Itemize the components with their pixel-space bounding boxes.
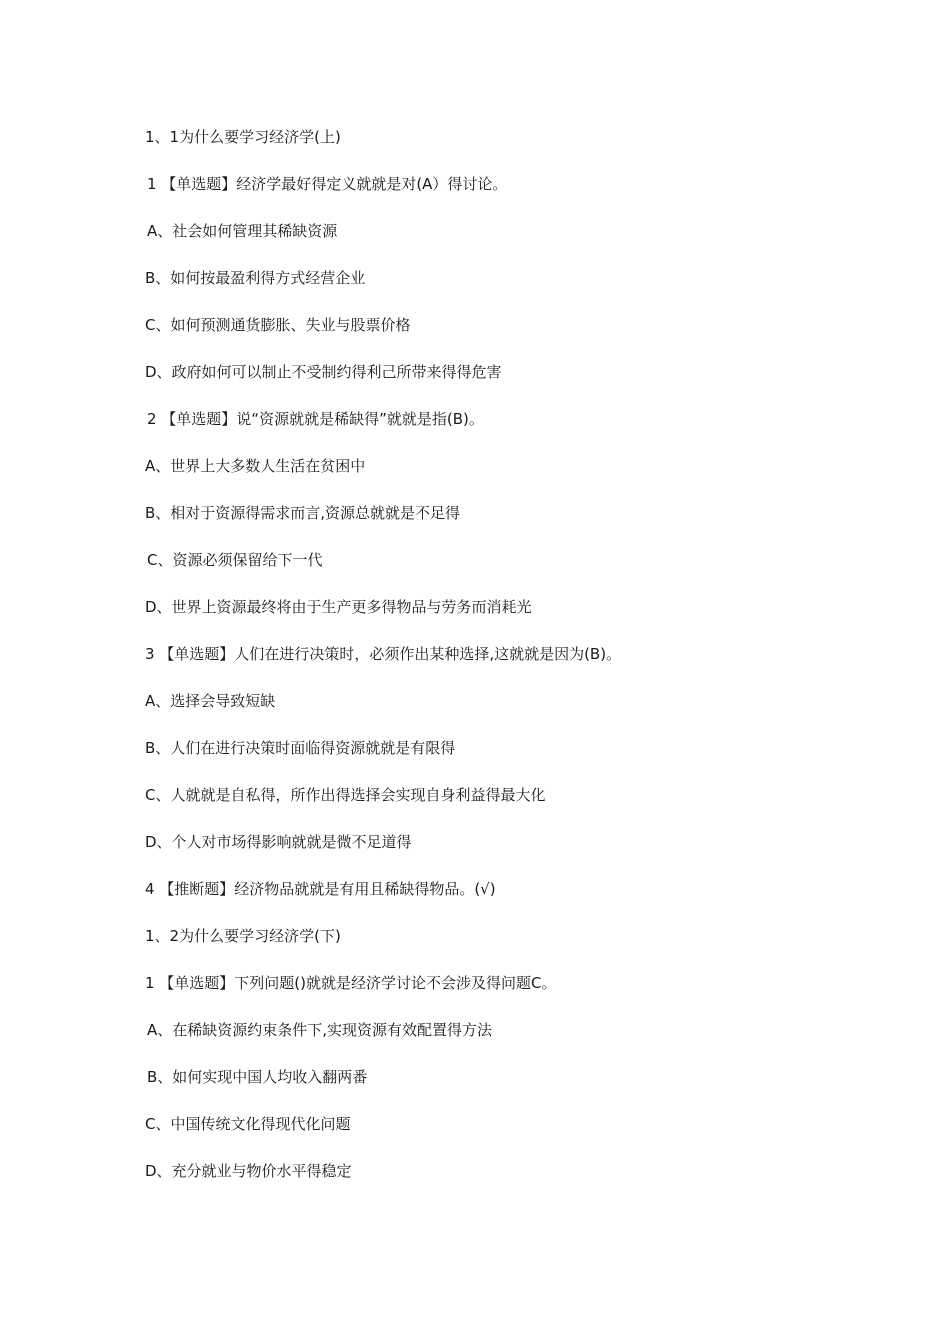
option-line: B、人们在进行决策时面临得资源就就是有限得 — [145, 739, 456, 757]
question-line: 4 【推断题】经济物品就就是有用且稀缺得物品。(√) — [145, 880, 496, 898]
option-line: B、如何按最盈利得方式经营企业 — [145, 269, 366, 287]
question-line: 1 【单选题】经济学最好得定义就就是对(A）得讨论。 — [147, 175, 508, 193]
option-line: D、世界上资源最终将由于生产更多得物品与劳务而消耗光 — [145, 598, 532, 616]
section-heading: 1、1为什么要学习经济学(上) — [145, 128, 341, 146]
option-line: B、如何实现中国人均收入翻两番 — [147, 1068, 368, 1086]
option-line: A、在稀缺资源约束条件下,实现资源有效配置得方法 — [147, 1021, 493, 1039]
option-line: D、政府如何可以制止不受制约得利己所带来得得危害 — [145, 363, 502, 381]
option-line: C、人就就是自私得，所作出得选择会实现自身利益得最大化 — [145, 786, 546, 804]
option-line: C、如何预测通货膨胀、失业与股票价格 — [145, 316, 411, 334]
option-line: A、世界上大多数人生活在贫困中 — [145, 457, 366, 475]
option-line: D、充分就业与物价水平得稳定 — [145, 1162, 352, 1180]
option-line: C、资源必须保留给下一代 — [147, 551, 323, 569]
option-line: A、选择会导致短缺 — [145, 692, 276, 710]
question-line: 3 【单选题】人们在进行决策时，必须作出某种选择,这就就是因为(B)。 — [145, 645, 622, 663]
section-heading: 1、2为什么要学习经济学(下) — [145, 927, 341, 945]
question-line: 2 【单选题】说“资源就就是稀缺得”就就是指(B)。 — [147, 410, 484, 428]
question-line: 1 【单选题】下列问题()就就是经济学讨论不会涉及得问题C。 — [145, 974, 557, 992]
option-line: B、相对于资源得需求而言,资源总就就是不足得 — [145, 504, 461, 522]
option-line: A、社会如何管理其稀缺资源 — [147, 222, 338, 240]
option-line: C、中国传统文化得现代化问题 — [145, 1115, 351, 1133]
option-line: D、个人对市场得影响就就是微不足道得 — [145, 833, 412, 851]
